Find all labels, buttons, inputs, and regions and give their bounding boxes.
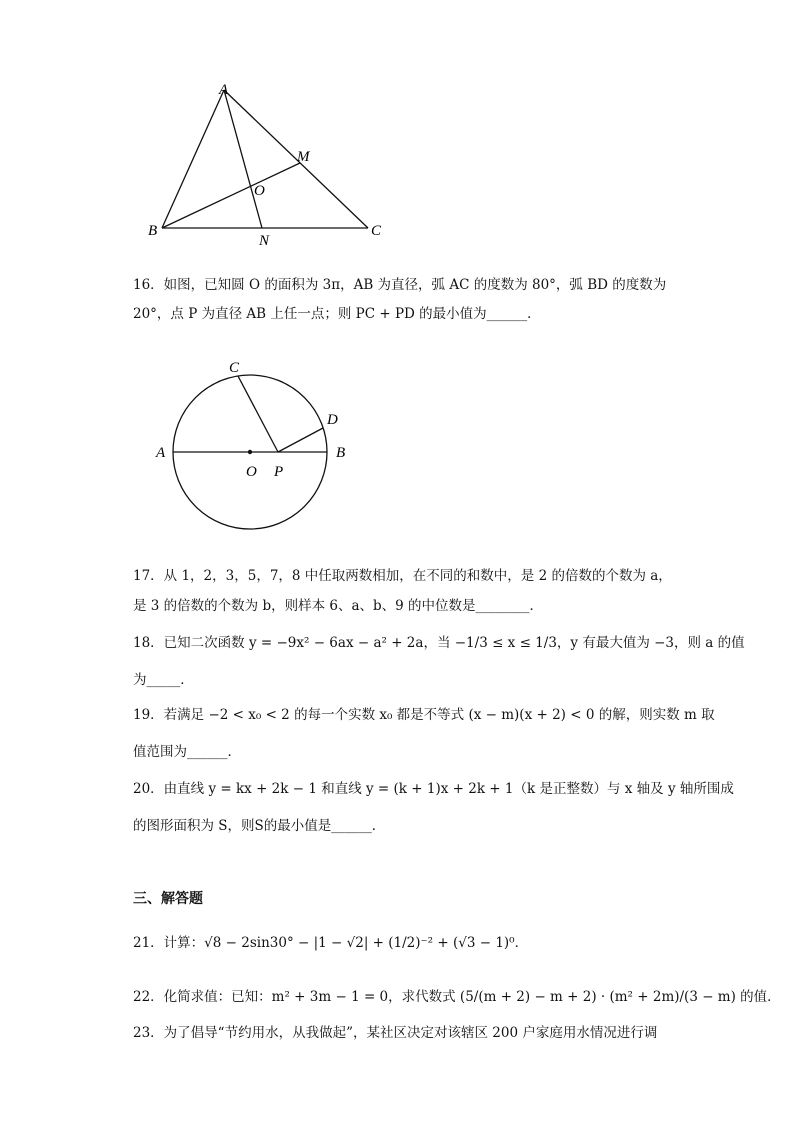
label-m: M — [297, 149, 310, 165]
label-p: P — [274, 464, 284, 480]
q19-line1: 19．若满足 −2 < x₀ < 2 的每一个实数 x₀ 都是不等式 (x − m)(x + 2) < 0 的解，则实数 m 取 — [133, 707, 715, 723]
segment-ac — [224, 90, 368, 228]
segment-pc — [238, 376, 278, 452]
segment-bm — [162, 163, 300, 228]
q16-line2: 20°，点 P 为直径 AB 上任一点；则 PC + PD 的最小值为______． — [133, 306, 541, 322]
segment-pd — [278, 428, 323, 452]
q18-line1: 18．已知二次函数 y = −9x² − 6ax − a² + 2a，当 −1/3 ≤ x ≤ 1/3，y 有最大值为 −3，则 a 的值 — [133, 635, 745, 651]
q16-line1: 16．如图，已知圆 O 的面积为 3π，AB 为直径，弧 AC 的度数为 80°，弧 BD 的度数为 — [133, 277, 667, 293]
triangle-figure — [140, 78, 400, 248]
q21-line1: 21．计算：√8 − 2sin30° − |1 − √2| + (1/2)⁻² + (√3 − 1)⁰． — [133, 935, 529, 951]
label-n: N — [259, 233, 270, 248]
q18-line2: 为_____． — [133, 672, 194, 688]
q23-line1: 23．为了倡导“节约用水，从我做起”，某社区决定对该辖区 200 户家庭用水情况进行调 — [133, 1025, 658, 1041]
circle-figure — [150, 352, 360, 532]
label-c2: C — [229, 360, 240, 376]
label-a2: A — [156, 445, 166, 461]
q20-line1: 20．由直线 y = kx + 2k − 1 和直线 y = (k + 1)x + 2k + 1（k 是正整数）与 x 轴及 y 轴所围成 — [133, 781, 734, 797]
segment-ab — [162, 90, 224, 228]
q17-line2: 是 3 的倍数的个数为 b，则样本 6、a、b、9 的中位数是________． — [133, 598, 544, 614]
q19-line2: 值范围为______． — [133, 744, 241, 760]
label-a: A — [219, 82, 229, 98]
center-point — [248, 450, 252, 454]
q20-line2: 的图形面积为 S，则S的最小值是______． — [133, 818, 386, 834]
label-c: C — [371, 223, 382, 239]
label-o: O — [254, 183, 265, 199]
label-d: D — [327, 412, 338, 428]
q17-line1: 17．从 1，2，3，5，7，8 中任取两数相加，在不同的和数中，是 2 的倍数的个数为 a， — [133, 568, 672, 584]
q22-line1: 22．化简求值：已知：m² + 3m − 1 = 0，求代数式 (5/(m + 2) − m + 2) · (m² + 2m)/(3 − m) 的值． — [133, 989, 781, 1005]
label-b2: B — [336, 445, 346, 461]
label-b: B — [148, 223, 158, 239]
section-title: 三、解答题 — [133, 891, 203, 907]
label-o2: O — [246, 464, 257, 480]
segment-an — [224, 90, 262, 228]
